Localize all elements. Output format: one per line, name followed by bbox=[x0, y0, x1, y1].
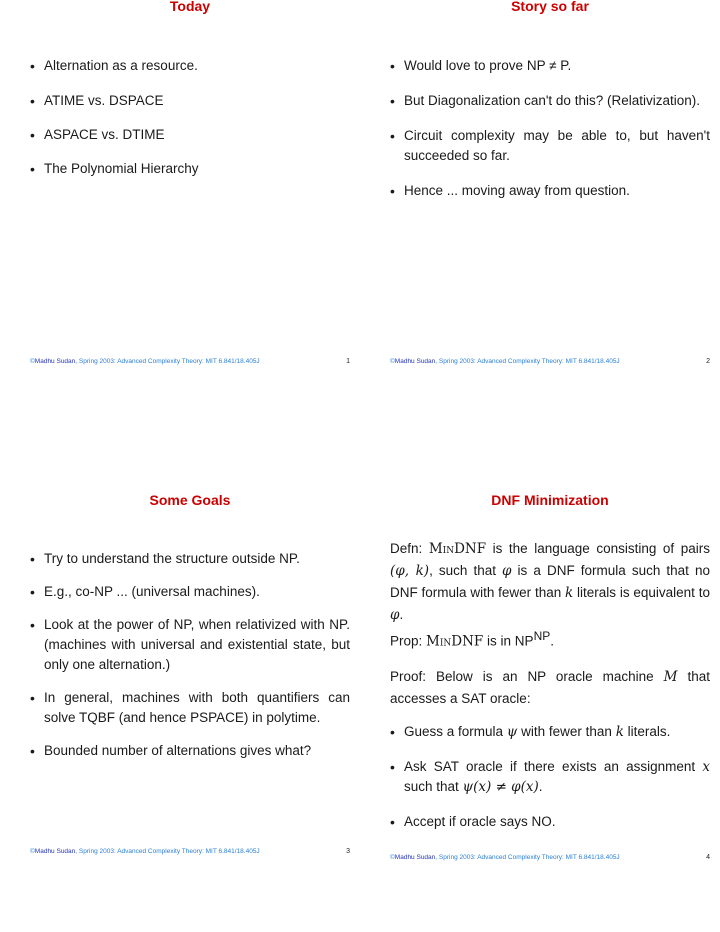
prop-text: . bbox=[550, 633, 554, 649]
item-text: with fewer than bbox=[517, 724, 616, 739]
slide-1 bbox=[30, 0, 350, 380]
slide-title: Some Goals bbox=[149, 492, 231, 508]
list-item: • Alternation as a resource. bbox=[30, 56, 350, 76]
slide-2 bbox=[390, 0, 710, 380]
defn-text: literals is equivalent to bbox=[573, 585, 710, 600]
list-item: • But Diagonalization can't do this? (Relativization). bbox=[390, 91, 710, 111]
item-text: Guess a formula bbox=[404, 724, 507, 739]
defn-text: . bbox=[399, 607, 404, 622]
list-item: • ATIME vs. DSPACE bbox=[30, 91, 350, 111]
list-item: • ASPACE vs. DTIME bbox=[30, 125, 350, 145]
slide-number: 2 bbox=[706, 358, 710, 365]
bullet-list bbox=[390, 722, 710, 832]
slide-footer bbox=[390, 854, 710, 861]
proof-text: Proof: Below is an NP oracle machine bbox=[390, 669, 664, 684]
prop-label: Prop: bbox=[390, 633, 427, 649]
slide-3 bbox=[30, 490, 350, 870]
copyright-symbol: © bbox=[390, 358, 395, 365]
definition-paragraph bbox=[390, 538, 710, 626]
phi-math: φ bbox=[390, 607, 400, 623]
list-item: • E.g., co-NP ... (universal machines). bbox=[30, 582, 350, 602]
slide-number: 1 bbox=[346, 358, 350, 365]
copyright-symbol: © bbox=[30, 358, 35, 365]
footer-author: Madhu Sudan bbox=[394, 358, 436, 365]
slide-title: DNF Minimization bbox=[491, 492, 609, 508]
slide-footer bbox=[390, 358, 710, 365]
slide-4 bbox=[390, 490, 710, 870]
item-text: literals. bbox=[623, 724, 671, 739]
k-math: k bbox=[565, 585, 574, 601]
k-math: k bbox=[615, 724, 624, 740]
list-item: • In general, machines with both quantifiers can solve TQBF (and hence PSPACE) in polytime. bbox=[30, 688, 350, 728]
footer-course: , Spring 2003: Advanced Complexity Theory: MIT 6.841/18.405J bbox=[75, 358, 260, 365]
item-text: . bbox=[538, 779, 543, 794]
list-item: • Look at the power of NP, when relativized with NP. (machines with universal and existential state, but only one alternation.) bbox=[30, 615, 350, 675]
copyright-symbol: © bbox=[390, 854, 395, 861]
slide-number: 4 bbox=[706, 854, 710, 861]
list-item: • Try to understand the structure outside NP. bbox=[30, 549, 350, 569]
list-item bbox=[390, 757, 710, 797]
footer-author: Madhu Sudan bbox=[34, 358, 76, 365]
defn-label: Defn: bbox=[390, 541, 429, 556]
psi-math: ψ bbox=[506, 724, 518, 740]
x-math: x bbox=[702, 759, 710, 775]
mindnf-name: MinDNF bbox=[428, 541, 487, 557]
slide-number: 3 bbox=[346, 848, 350, 855]
slide-footer bbox=[30, 848, 350, 855]
footer-course: , Spring 2003: Advanced Complexity Theory: MIT 6.841/18.405J bbox=[435, 358, 620, 365]
list-item: • Hence ... moving away from question. bbox=[390, 181, 710, 201]
inequality-math: ψ(x) ≠ φ(x) bbox=[462, 779, 539, 795]
list-item: • Bounded number of alternations gives what? bbox=[30, 741, 350, 761]
list-item: • The Polynomial Hierarchy bbox=[30, 159, 350, 179]
proof-text: that accesses a SAT oracle: bbox=[390, 669, 710, 706]
item-text: Ask SAT oracle if there exists an assignment bbox=[404, 759, 703, 774]
footer-author: Madhu Sudan bbox=[34, 848, 76, 855]
list-item: • Circuit complexity may be able to, but haven't succeeded so far. bbox=[390, 126, 710, 166]
list-item bbox=[390, 812, 710, 832]
footer-course: , Spring 2003: Advanced Complexity Theory: MIT 6.841/18.405J bbox=[435, 854, 620, 861]
item-text: such that bbox=[404, 779, 463, 794]
copyright-symbol: © bbox=[30, 848, 35, 855]
np-superscript: NP bbox=[533, 629, 551, 643]
list-item: • Would love to prove NP ≠ P. bbox=[390, 56, 710, 76]
pair-math: (φ, k) bbox=[390, 563, 430, 579]
bullet-list bbox=[30, 56, 350, 179]
phi-math: φ bbox=[502, 563, 512, 579]
slide-footer bbox=[30, 358, 350, 365]
m-math: M bbox=[663, 669, 678, 685]
prop-text: is in NP bbox=[483, 633, 534, 649]
defn-text: is the language consisting of pairs bbox=[486, 541, 710, 556]
proposition bbox=[390, 626, 710, 653]
mindnf-name: MinDNF bbox=[426, 633, 484, 650]
bullet-list bbox=[390, 56, 710, 201]
list-item bbox=[390, 722, 710, 742]
proof-paragraph bbox=[390, 666, 710, 709]
item-text: Accept if oracle says NO. bbox=[404, 814, 556, 829]
slide-title: Today bbox=[169, 0, 211, 14]
slide-title: Story so far bbox=[511, 0, 589, 14]
bullet-list bbox=[30, 549, 350, 761]
defn-text: is a DNF formula such that no DNF formula with fewer than bbox=[390, 563, 711, 600]
footer-author: Madhu Sudan bbox=[394, 854, 436, 861]
defn-text: , such that bbox=[429, 563, 503, 578]
footer-course: , Spring 2003: Advanced Complexity Theory: MIT 6.841/18.405J bbox=[75, 848, 260, 855]
